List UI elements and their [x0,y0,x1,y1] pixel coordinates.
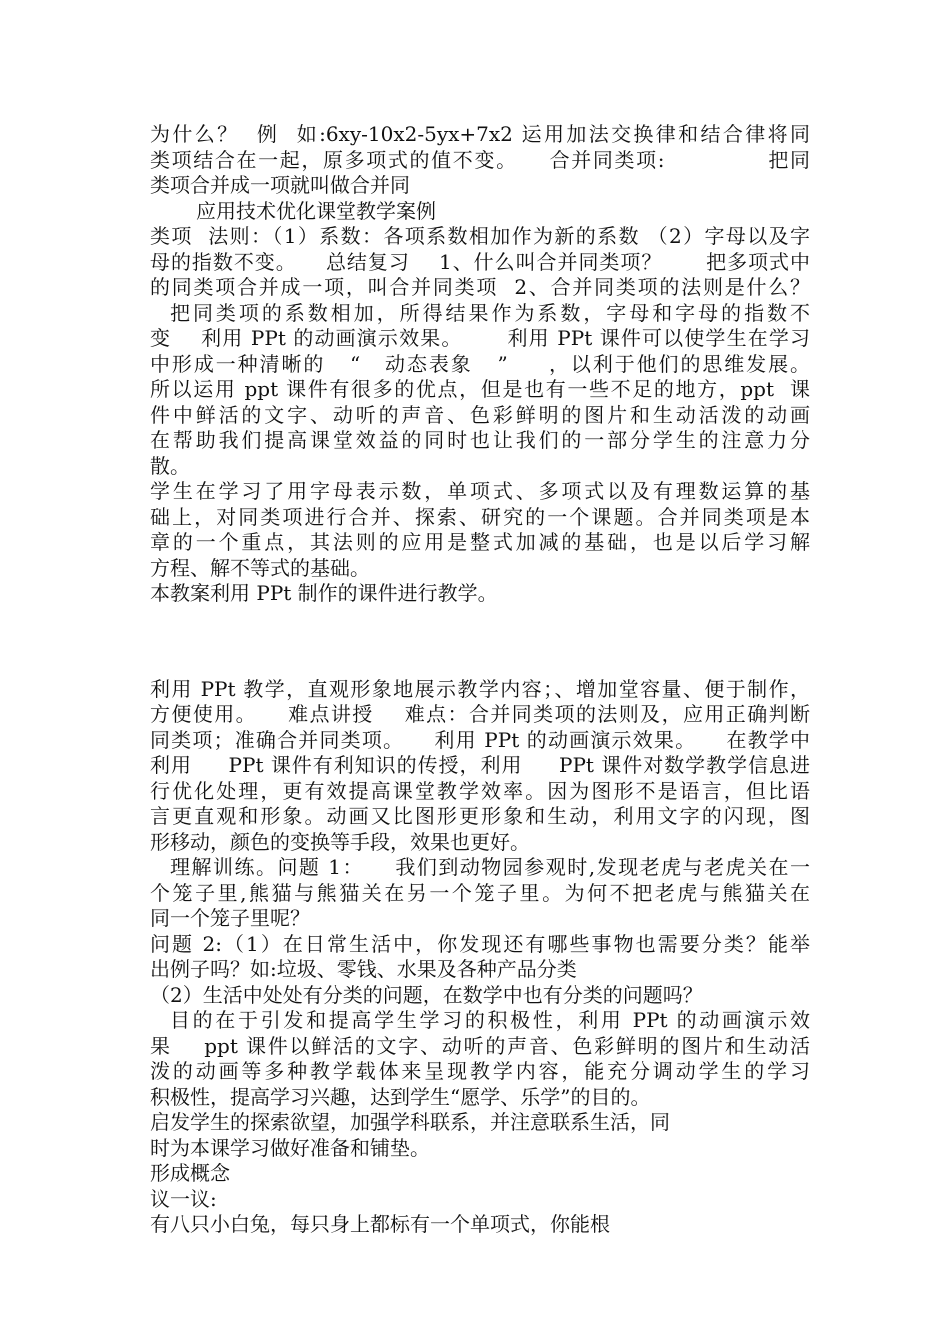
text-line: 在帮助我们提高课堂效益的同时也让我们的一部分学生的注意力分 [150,428,810,452]
text-line: 类项 法则：（1）系数：各项系数相加作为新的系数 （2）字母以及字 [150,224,810,248]
text-line: （2）生活中处处有分类的问题，在数学中也有分类的问题吗？ [150,982,703,1007]
text-line: 果 ppt 课件以鲜活的文字、动听的声音、色彩鲜明的图片和生动活 [150,1033,810,1058]
text-line: 启发学生的探索欲望，加强学科联系，并注意联系生活，同 [150,1110,670,1134]
text-line: 泼的动画等多种教学载体来呈现教学内容，能充分调动学生的学习 [150,1059,810,1083]
text-line: 变 利用 PPt 的动画演示效果。 利用 PPt 课件可以使学生在学习 [150,326,810,350]
text-line: 积极性，提高学习兴趣，达到学生“愿学、乐学”的目的。 [150,1084,651,1109]
document-section-1 [150,122,810,607]
text-line: 形移动，颜色的变换等手段，效果也更好。 [150,829,530,854]
text-line: 类项合并成一项就叫做合并同 [150,173,410,197]
text-line: 类项结合在一起，原多项式的值不变。 合并同类项: 把同 [150,147,810,172]
text-line: 问题 2:（1）在日常生活中，你发现还有哪些事物也需要分类？能举 [150,931,810,956]
text-line: 出例子吗？如:垃圾、零钱、水果及各种产品分类 [150,957,577,981]
section-gap [150,607,810,677]
text-line: 时为本课学习做好准备和铺垫。 [150,1135,430,1160]
text-line: 理解训练。问题 1： 我们到动物园参观时,发现老虎与老虎关在一 [170,855,810,879]
text-line: 目的在于引发和提高学生学习的积极性，利用 PPt 的动画演示效 [170,1008,810,1032]
text-line: 础上，对同类项进行合并、探索、研究的一个课题。合并同类项是本 [150,504,810,529]
text-line: 章的一个重点，其法则的应用是整式加减的基础，也是以后学习解 [150,530,810,554]
text-line: 行优化处理，更有效提高课堂教学效率。因为图形不是语言，但比语 [150,778,810,803]
text-line: 为什么？ 例 如:6xy-10x2-5yx+7x2 运用加法交换律和结合律将同 [150,122,810,146]
text-line: 的同类项合并成一项，叫合并同类项 2、合并同类项的法则是什么？ [150,275,810,299]
text-line: 散。 [150,453,190,478]
text-line: 言更直观和形象。动画又比图形更形象和生动，利用文字的闪现，图 [150,804,810,828]
text-line: 所以运用 ppt 课件有很多的优点，但是也有一些不足的地方，ppt 课 [150,377,810,401]
text-line: 方程、解不等式的基础。 [150,555,370,580]
text-line: 本教案利用 PPt 制作的课件进行教学。 [150,581,498,605]
text-line: 形成概念 [150,1161,230,1185]
text-line: 议一议: [150,1186,217,1211]
text-line: 把同类项的系数相加，所得结果作为系数，字母和字母的指数不 [170,300,810,325]
text-line: 利用 PPt 教学，直观形象地展示教学内容；、增加堂容量、便于制作， [150,676,810,701]
text-line: 有八只小白兔，每只身上都标有一个单项式，你能根 [150,1212,610,1236]
text-line: 同一个笼子里呢？ [150,906,310,930]
page-heading: 应用技术优化课堂教学案例 [196,198,436,223]
document-page [150,122,810,1238]
text-line: 利用 PPt 课件有利知识的传授，利用 PPt 课件对数学教学信息进 [150,753,810,777]
text-line: 件中鲜活的文字、动听的声音、色彩鲜明的图片和生动活泼的动画 [150,402,810,427]
document-section-2 [150,677,810,1238]
text-line: 中形成一种清晰的 “ 动态表象 ” ，以利于他们的思维发展。 [150,351,810,376]
text-line: 学生在学习了用字母表示数，单项式、多项式以及有理数运算的基 [150,479,810,503]
text-line: 个笼子里,熊猫与熊猫关在另一个笼子里。为何不把老虎与熊猫关在 [150,880,810,905]
text-line: 方便使用。 难点讲授 难点：合并同类项的法则及，应用正确判断 [150,702,810,726]
text-line: 同类项；准确合并同类项。 利用 PPt 的动画演示效果。 在教学中 [150,727,810,752]
text-line: 母的指数不变。 总结复习 1、什么叫合并同类项？ 把多项式中 [150,249,810,274]
